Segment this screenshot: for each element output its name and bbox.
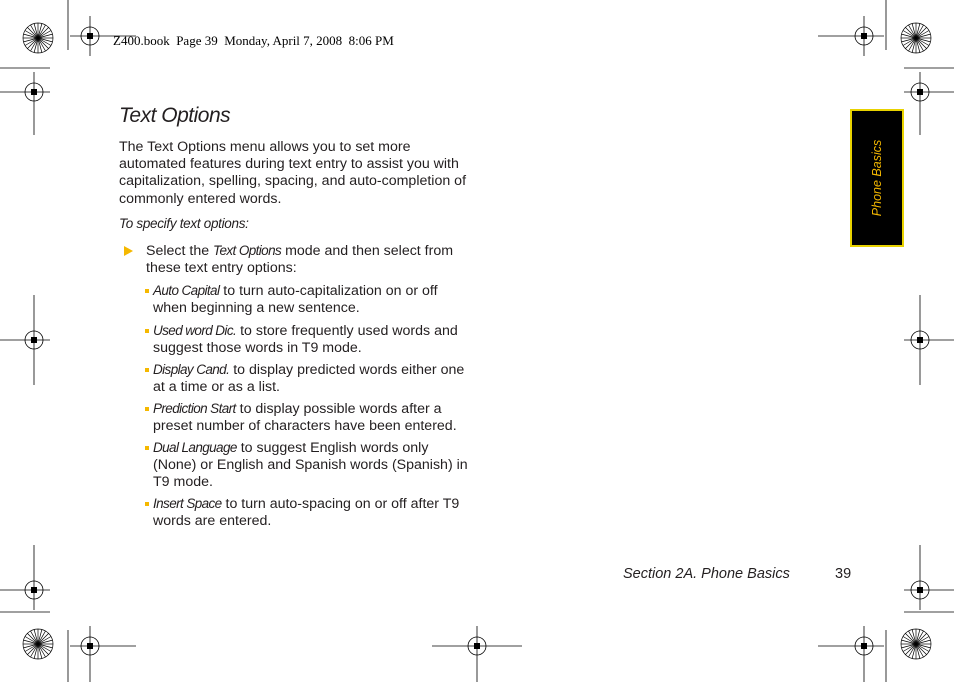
footer-section: Section 2A. Phone Basics [623,566,790,582]
square-bullet-icon [145,368,149,372]
option-name: Prediction Start [153,401,236,416]
option-item [143,282,473,317]
option-desc: to turn auto-spacing on or off after T9 words are entered. [153,496,460,530]
option-name: Display Cand. [153,362,230,377]
side-tab-label: Phone Basics [870,139,884,217]
page-number: 39 [835,566,852,582]
option-name: Auto Capital [153,283,220,298]
triangle-bullet-icon [124,246,133,256]
menu-name: Text Options [213,243,282,258]
option-desc: to turn auto-capitalization on or off when beginning a new sentence. [153,283,438,317]
option-item [143,361,473,396]
square-bullet-icon [145,502,149,506]
option-desc: to store frequently used words and suggest those words in T9 mode. [153,323,458,357]
square-bullet-icon [145,329,149,333]
option-desc: to suggest English words only (None) or English and Spanish words (Spanish) in T9 mode. [153,440,468,491]
option-desc: to display possible words after a preset number of characters have been entered. [153,401,457,435]
square-bullet-icon [145,446,149,450]
step-item [121,242,471,277]
print-slug: Z400.book Page 39 Monday, April 7, 2008 8:06 PM [113,33,394,48]
option-item [143,322,473,357]
square-bullet-icon [145,407,149,411]
page-title: Text Options [119,104,231,127]
option-name: Dual Language [153,440,237,455]
option-name: Insert Space [153,496,222,511]
option-name: Used word Dic. [153,323,237,338]
section-side-tab [850,109,904,247]
option-item [143,400,473,435]
option-item [143,439,473,492]
page-footer [623,566,852,582]
instruction-heading: To specify text options: [119,216,249,231]
square-bullet-icon [145,289,149,293]
option-item [143,495,473,530]
step-text: Select the Text Options mode and then select from these text entry options: [146,243,454,277]
option-desc: to display predicted words either one at a time or as a list. [153,362,465,396]
intro-paragraph: The Text Options menu allows you to set more automated features during text entry to assist you with capitalization, spelling, spacing, and auto-completion of commonly entered words. [119,139,467,207]
